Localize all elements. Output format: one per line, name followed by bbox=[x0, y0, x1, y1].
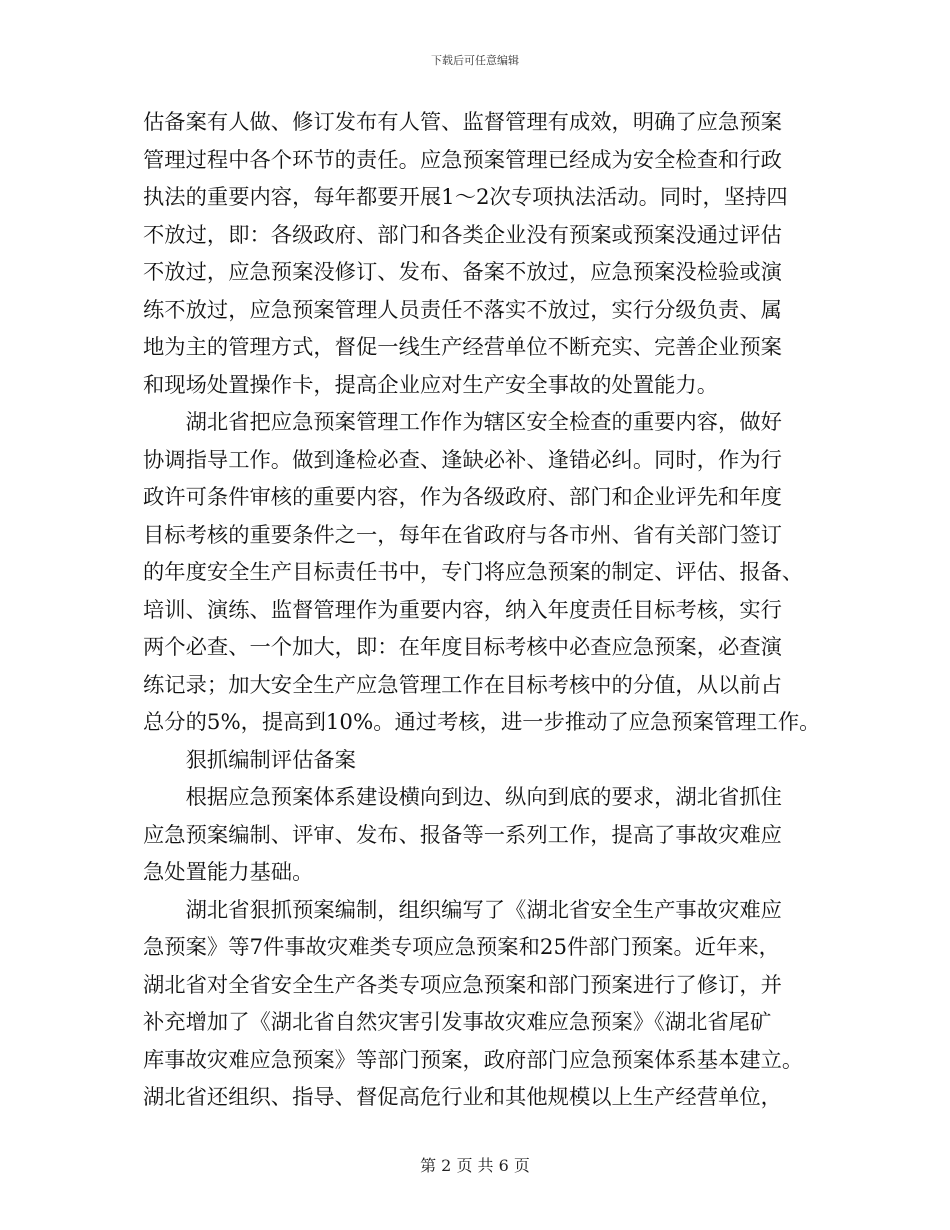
text-line: 培训、演练、监督管理作为重要内容，纳入年度责任目标考核，实行 bbox=[143, 597, 782, 623]
text-line: 急处置能力基础。 bbox=[143, 860, 314, 885]
text-line: 的年度安全生产目标责任书中，专门将应急预案的制定、评估、报备、 bbox=[143, 560, 804, 585]
text-line: 两个必查、一个加大，即：在年度目标考核中必查应急预案，必查演 bbox=[143, 635, 782, 660]
text-line: 急预案》等7件事故灾难类专项应急预案和25件部门预案。近年来， bbox=[143, 935, 780, 960]
page-footer: 第 2 页 共 6 页 bbox=[420, 1156, 530, 1175]
text-line: 总分的5%，提高到10%。通过考核，进一步推动了应急预案管理工作。 bbox=[143, 710, 821, 735]
text-line: 政许可条件审核的重要内容，作为各级政府、部门和企业评先和年度 bbox=[143, 485, 782, 510]
text-line: 不放过，应急预案没修订、发布、备案不放过，应急预案没检验或演 bbox=[143, 260, 782, 285]
text-line: 根据应急预案体系建设横向到边、纵向到底的要求，湖北省抓住 bbox=[143, 785, 782, 810]
text-line: 地为主的管理方式，督促一线生产经营单位不断充实、完善企业预案 bbox=[143, 335, 782, 360]
text-line: 练不放过，应急预案管理人员责任不落实不放过，实行分级负责、属 bbox=[143, 297, 782, 323]
document-body bbox=[143, 104, 833, 1117]
text-line: 湖北省狠抓预案编制，组织编写了《湖北省安全生产事故灾难应 bbox=[143, 897, 782, 923]
text-line: 不放过，即：各级政府、部门和各类企业没有预案或预案没通过评估 bbox=[143, 222, 782, 248]
page-header: 下载后可任意编辑 bbox=[431, 54, 519, 67]
text-line: 执法的重要内容，每年都要开展1～2次专项执法活动。同时，坚持四 bbox=[143, 185, 788, 210]
text-line: 目标考核的重要条件之一，每年在省政府与各市州、省有关部门签订 bbox=[143, 522, 782, 548]
text-line: 估备案有人做、修订发布有人管、监督管理有成效，明确了应急预案 bbox=[143, 110, 782, 135]
text-line: 库事故灾难应急预案》等部门预案，政府部门应急预案体系基本建立。 bbox=[143, 1047, 804, 1073]
text-line: 练记录；加大安全生产应急管理工作在目标考核中的分值，从以前占 bbox=[143, 672, 782, 698]
text-line: 补充增加了《湖北省自然灾害引发事故灾难应急预案》《湖北省尾矿 bbox=[143, 1010, 772, 1035]
text-line: 协调指导工作。做到逢检必查、逢缺必补、逢错必纠。同时，作为行 bbox=[143, 447, 782, 473]
text-line: 湖北省还组织、指导、督促高危行业和其他规模以上生产经营单位， bbox=[143, 1085, 782, 1110]
text-line: 应急预案编制、评审、发布、报备等一系列工作，提高了事故灾难应 bbox=[143, 822, 782, 848]
text-line: 湖北省把应急预案管理工作作为辖区安全检查的重要内容，做好 bbox=[143, 410, 782, 435]
text-line: 管理过程中各个环节的责任。应急预案管理已经成为安全检查和行政 bbox=[143, 147, 782, 173]
text-line: 和现场处置操作卡，提高企业应对生产安全事故的处置能力。 bbox=[143, 372, 719, 398]
section-heading: 狠抓编制评估备案 bbox=[143, 747, 356, 773]
text-line: 湖北省对全省安全生产各类专项应急预案和部门预案进行了修订，并 bbox=[143, 972, 782, 998]
